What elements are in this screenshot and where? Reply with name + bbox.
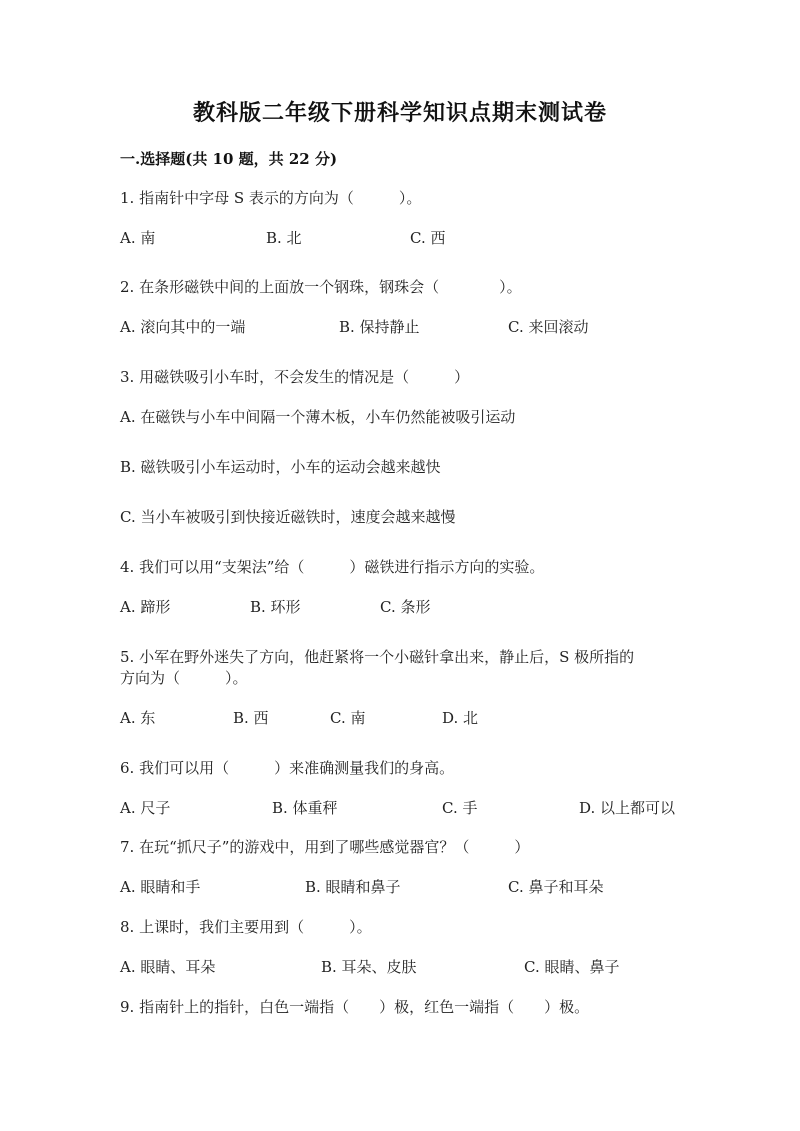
q1-option-c: C. 西 xyxy=(410,229,446,247)
q8-option-a: A. 眼睛、耳朵 xyxy=(120,958,216,976)
q3-option-c: C. 当小车被吸引到快接近磁铁时，速度会越来越慢 xyxy=(120,508,456,526)
question-9: 9. 指南针上的指针，白色一端指（ ）极，红色一端指（ ）极。 xyxy=(120,998,590,1016)
question-3: 3. 用磁铁吸引小车时，不会发生的情况是（ ） xyxy=(120,368,470,386)
q7-option-a: A. 眼睛和手 xyxy=(120,878,201,896)
q5-option-a: A. 东 xyxy=(120,709,156,727)
q3-option-a: A. 在磁铁与小车中间隔一个薄木板，小车仍然能被吸引运动 xyxy=(120,408,516,426)
question-2: 2. 在条形磁铁中间的上面放一个钢珠，钢珠会（ ）。 xyxy=(120,278,522,296)
question-1: 1. 指南针中字母 S 表示的方向为（ ）。 xyxy=(120,189,422,207)
q7-option-c: C. 鼻子和耳朵 xyxy=(508,878,604,896)
q6-option-a: A. 尺子 xyxy=(120,799,171,817)
q4-option-c: C. 条形 xyxy=(380,598,431,616)
question-6: 6. 我们可以用（ ）来准确测量我们的身高。 xyxy=(120,759,455,777)
q4-option-a: A. 蹄形 xyxy=(120,598,171,616)
q4-option-b: B. 环形 xyxy=(250,598,301,616)
q6-option-c: C. 手 xyxy=(442,799,478,817)
section-heading: 一.选择题(共 10 题，共 22 分) xyxy=(120,150,338,168)
page-title: 教科版二年级下册科学知识点期末测试卷 xyxy=(192,100,607,126)
q6-option-d: D. 以上都可以 xyxy=(579,799,676,817)
q1-option-b: B. 北 xyxy=(266,229,302,247)
question-5-line-1: 5. 小军在野外迷失了方向，他赶紧将一个小磁针拿出来，静止后，S 极所指的 xyxy=(120,648,635,666)
q5-option-c: C. 南 xyxy=(330,709,366,727)
q8-option-c: C. 眼睛、鼻子 xyxy=(524,958,620,976)
question-4: 4. 我们可以用“支架法”给（ ）磁铁进行指示方向的实验。 xyxy=(120,558,545,576)
q2-option-c: C. 来回滚动 xyxy=(508,318,589,336)
q8-option-b: B. 耳朵、皮肤 xyxy=(321,958,417,976)
question-8: 8. 上课时，我们主要用到（ ）。 xyxy=(120,918,372,936)
q5-option-b: B. 西 xyxy=(233,709,269,727)
q5-option-d: D. 北 xyxy=(442,709,479,727)
q3-option-b: B. 磁铁吸引小车运动时，小车的运动会越来越快 xyxy=(120,458,441,476)
q1-option-a: A. 南 xyxy=(120,229,156,247)
q6-option-b: B. 体重秤 xyxy=(272,799,338,817)
q2-option-b: B. 保持静止 xyxy=(339,318,420,336)
q7-option-b: B. 眼睛和鼻子 xyxy=(305,878,401,896)
q2-option-a: A. 滚向其中的一端 xyxy=(120,318,246,336)
question-7: 7. 在玩“抓尺子”的游戏中，用到了哪些感觉器官？（ ） xyxy=(120,838,530,856)
question-5-line-2: 方向为（ ）。 xyxy=(120,669,248,687)
